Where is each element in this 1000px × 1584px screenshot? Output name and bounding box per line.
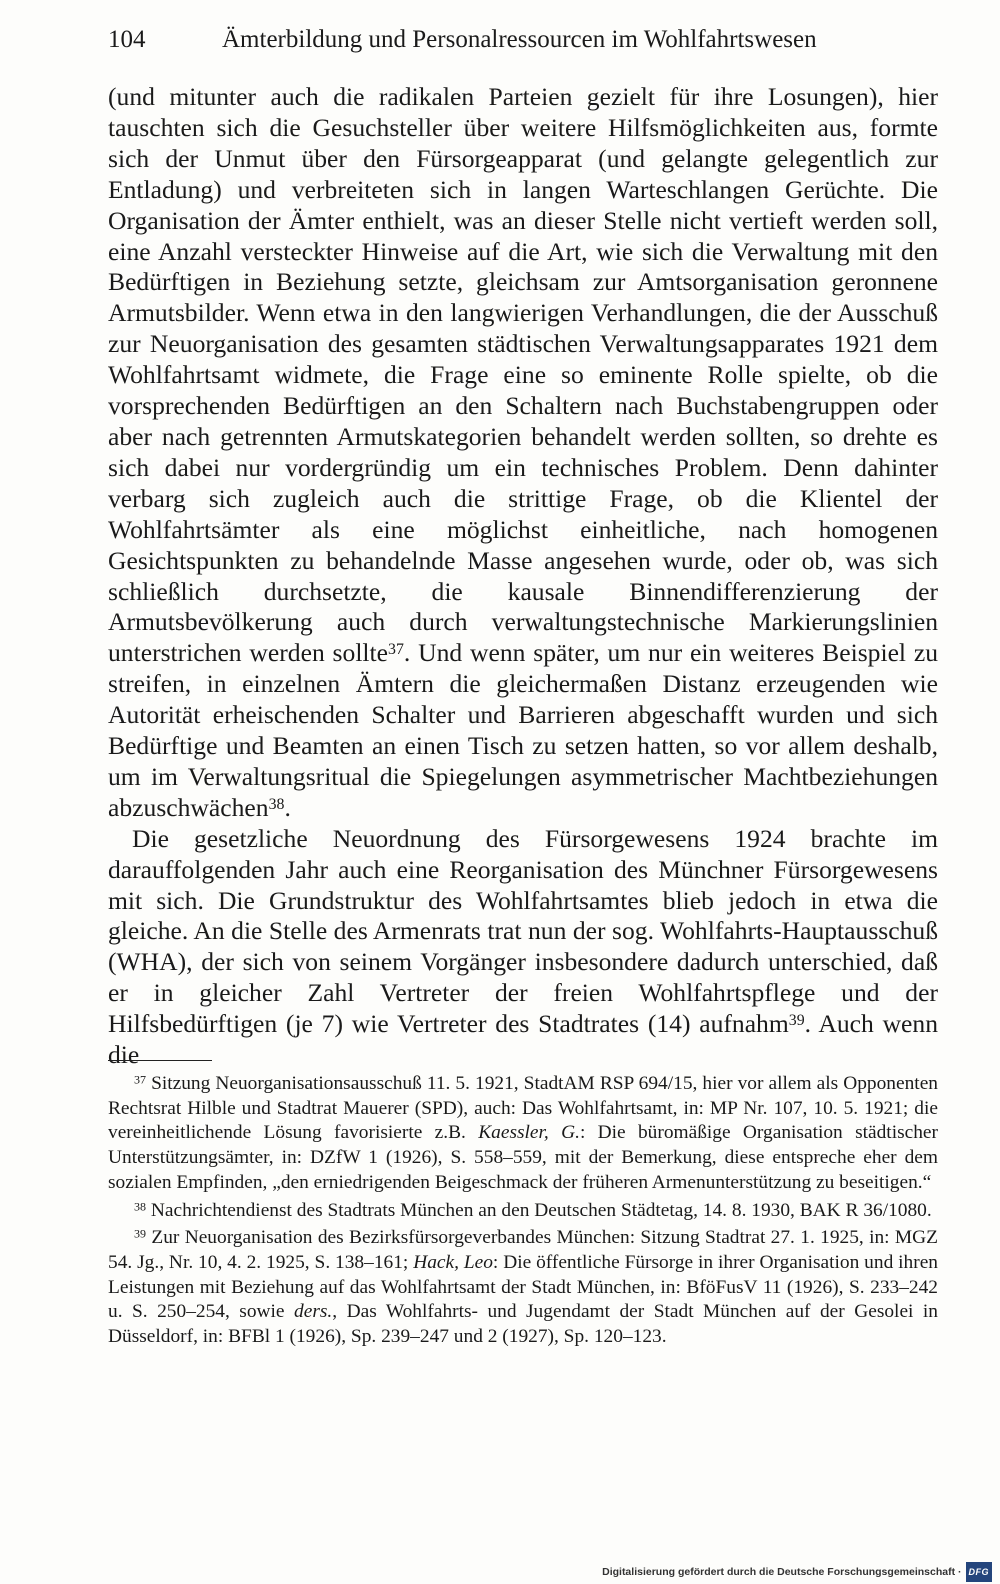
footnote-text: , Das Wohlfahrts- und Jugendamt der Stadt München auf der Gesolei in Düsseldorf, in: BFBl 1 (1926), Sp. 239–247 und 2 (1927), Sp. 120–123.	[108, 1301, 938, 1348]
footnotes	[108, 1072, 938, 1353]
footnote-number: 38	[134, 1199, 147, 1214]
credit-text: Digitalisierung gefördert durch die Deutsche Forschungsgemeinschaft ·	[602, 1566, 962, 1578]
paragraph-text: . Auch wenn die	[108, 1009, 938, 1070]
footnote-number: 39	[134, 1226, 147, 1241]
footnote-text: Nachrichtendienst des Stadtrats München an den Deutschen Städtetag, 14. 8. 1930, BAK R 36/1080.	[146, 1199, 932, 1221]
footnote-text: : Die büromäßige Organisation städtischer Unterstützungsämter, in: DZfW 1 (1926), S. 558–559, mit der Bemerkung, diese entspreche eher dem sozialen Empfinden, „den erniedrigenden Beigeschmack der früheren Armenunterstützung zu beseitigen.“	[108, 1122, 938, 1193]
footnote-author: Kaessler, G.	[478, 1122, 580, 1144]
footnote-ref-39[interactable]: 39	[788, 1012, 805, 1030]
footnote-separator	[108, 1060, 212, 1061]
footnote-ref-38[interactable]: 38	[268, 795, 285, 813]
footnote-text: Zur Neuorganisation des Bezirksfürsorgeverbandes München: Sitzung Stadtrat 27. 1. 1925, in: MGZ 54. Jg., Nr. 10, 4. 2. 1925, S. 138–161;	[108, 1227, 938, 1273]
footnote-ref-37[interactable]: 37	[388, 641, 404, 659]
footnote-number: 37	[134, 1072, 147, 1087]
paragraph	[108, 82, 938, 824]
paragraph-text: . Und wenn später, um nur ein weiteres Beispiel zu streifen, in einzelnen Ämtern die gleichermaßen Distanz erzeugenden wie Autorität erheischenden Schalter und Barrieren abgeschafft wurden und sich Bedürftige und Beamten an einen Tisch zu setzen hatten, so vor allem deshalb, um im Verwaltungsritual die Spiegelungen asymmetrischer Machtbeziehungen abzuschwächen	[108, 638, 939, 822]
paragraph-text: .	[284, 792, 291, 822]
footnote-37	[108, 1072, 938, 1196]
footnote-author: Hack, Leo	[413, 1251, 493, 1273]
footnote-author: ders.	[294, 1301, 333, 1323]
page-number: 104	[108, 26, 146, 53]
dfg-logo: DFG	[966, 1562, 993, 1582]
footnote-39	[108, 1226, 938, 1350]
digitization-credit	[602, 1563, 992, 1581]
main-text	[108, 82, 938, 1071]
paragraph	[108, 824, 938, 1071]
footnote-38	[108, 1199, 938, 1224]
paragraph-text: Die gesetzliche Neuordnung des Fürsorgewesens 1924 brachte im darauffolgenden Jahr auch eine Reorganisation des Münchner Fürsorgewesens mit sich. Die Grundstruktur des Wohlfahrtsamtes blieb jedoch in etwa die gleiche. An die Stelle des Armenrats trat nun der sog. Wohlfahrts-Hauptausschuß (WHA), der sich von seinem Vorgänger insbesondere dadurch unterschied, daß er in gleicher Zahl Vertreter der freien Wohlfahrtspflege und der Hilfsbedürftigen (je 7) wie Vertreter des Stadtrates (14) aufnahm	[108, 823, 938, 1039]
paragraph-text: (und mitunter auch die radikalen Parteien gezielt für ihre Losungen), hier tauschten sich die Gesuchsteller über weitere Hilfsmöglichkeiten aus, formte sich der Unmut über den Fürsorgeapparat (und gelangte gelegentlich zur Entladung) und verbreiteten sich in langen Warteschlangen Gerüchte. Die Organisation der Ämter enthielt, was an dieser Stelle nicht vertieft werden soll, eine Anzahl versteckter Hinweise auf die Art, wie sich die Verwaltung mit den Bedürftigen in Beziehung setzte, gleichsam zur Amtsorganisation geronnene Armutsbilder. Wenn etwa in den langwierigen Verhandlungen, die der Ausschuß zur Neuorganisation des gesamten städtischen Verwaltungsapparates 1921 dem Wohlfahrtsamt widmete, die Frage eine so eminente Rolle spielte, ob die vorsprechenden Bedürftigen an den Schaltern nach Buchstabengruppen oder aber nach getrennten Armutskategorien behandelt werden sollten, so drehte es sich dabei nur vordergründig um ein technisches Problem. Denn dahinter verbarg sich zugleich auch die strittige Frage, ob die Klientel der Wohlfahrtsämter als eine möglichst einheitliche, nach homogenen Gesichtspunkten zu behandelnde Masse angesehen wurde, oder ob, was sich schließlich durchsetzte, die kausale Binnendifferenzierung der Armutsbevölkerung auch durch verwaltungstechnische Markierungslinien unterstrichen werden sollte	[108, 82, 938, 668]
running-title: Ämterbildung und Personalressourcen im Wohlfahrtswesen	[222, 26, 817, 53]
footnote-text: Sitzung Neuorganisationsausschuß 11. 5. 1921, StadtAM RSP 694/15, hier vor allem als Opponenten Rechtsrat Hilble und Stadtrat Mauerer (SPD), auch: Das Wohlfahrtsamt, in: MP Nr. 107, 10. 5. 1921; die vereinheitlichende Lösung favorisierte z.B.	[108, 1073, 938, 1144]
footnote-text: : Die öffentliche Fürsorge in ihrer Organisation und ihren Leistungen mit Beziehung auf das Wohlfahrtsamt der Stadt München, in: BföFusV 11 (1926), S. 233–242 u. S. 250–254, sowie	[108, 1251, 938, 1323]
running-header	[108, 22, 836, 58]
